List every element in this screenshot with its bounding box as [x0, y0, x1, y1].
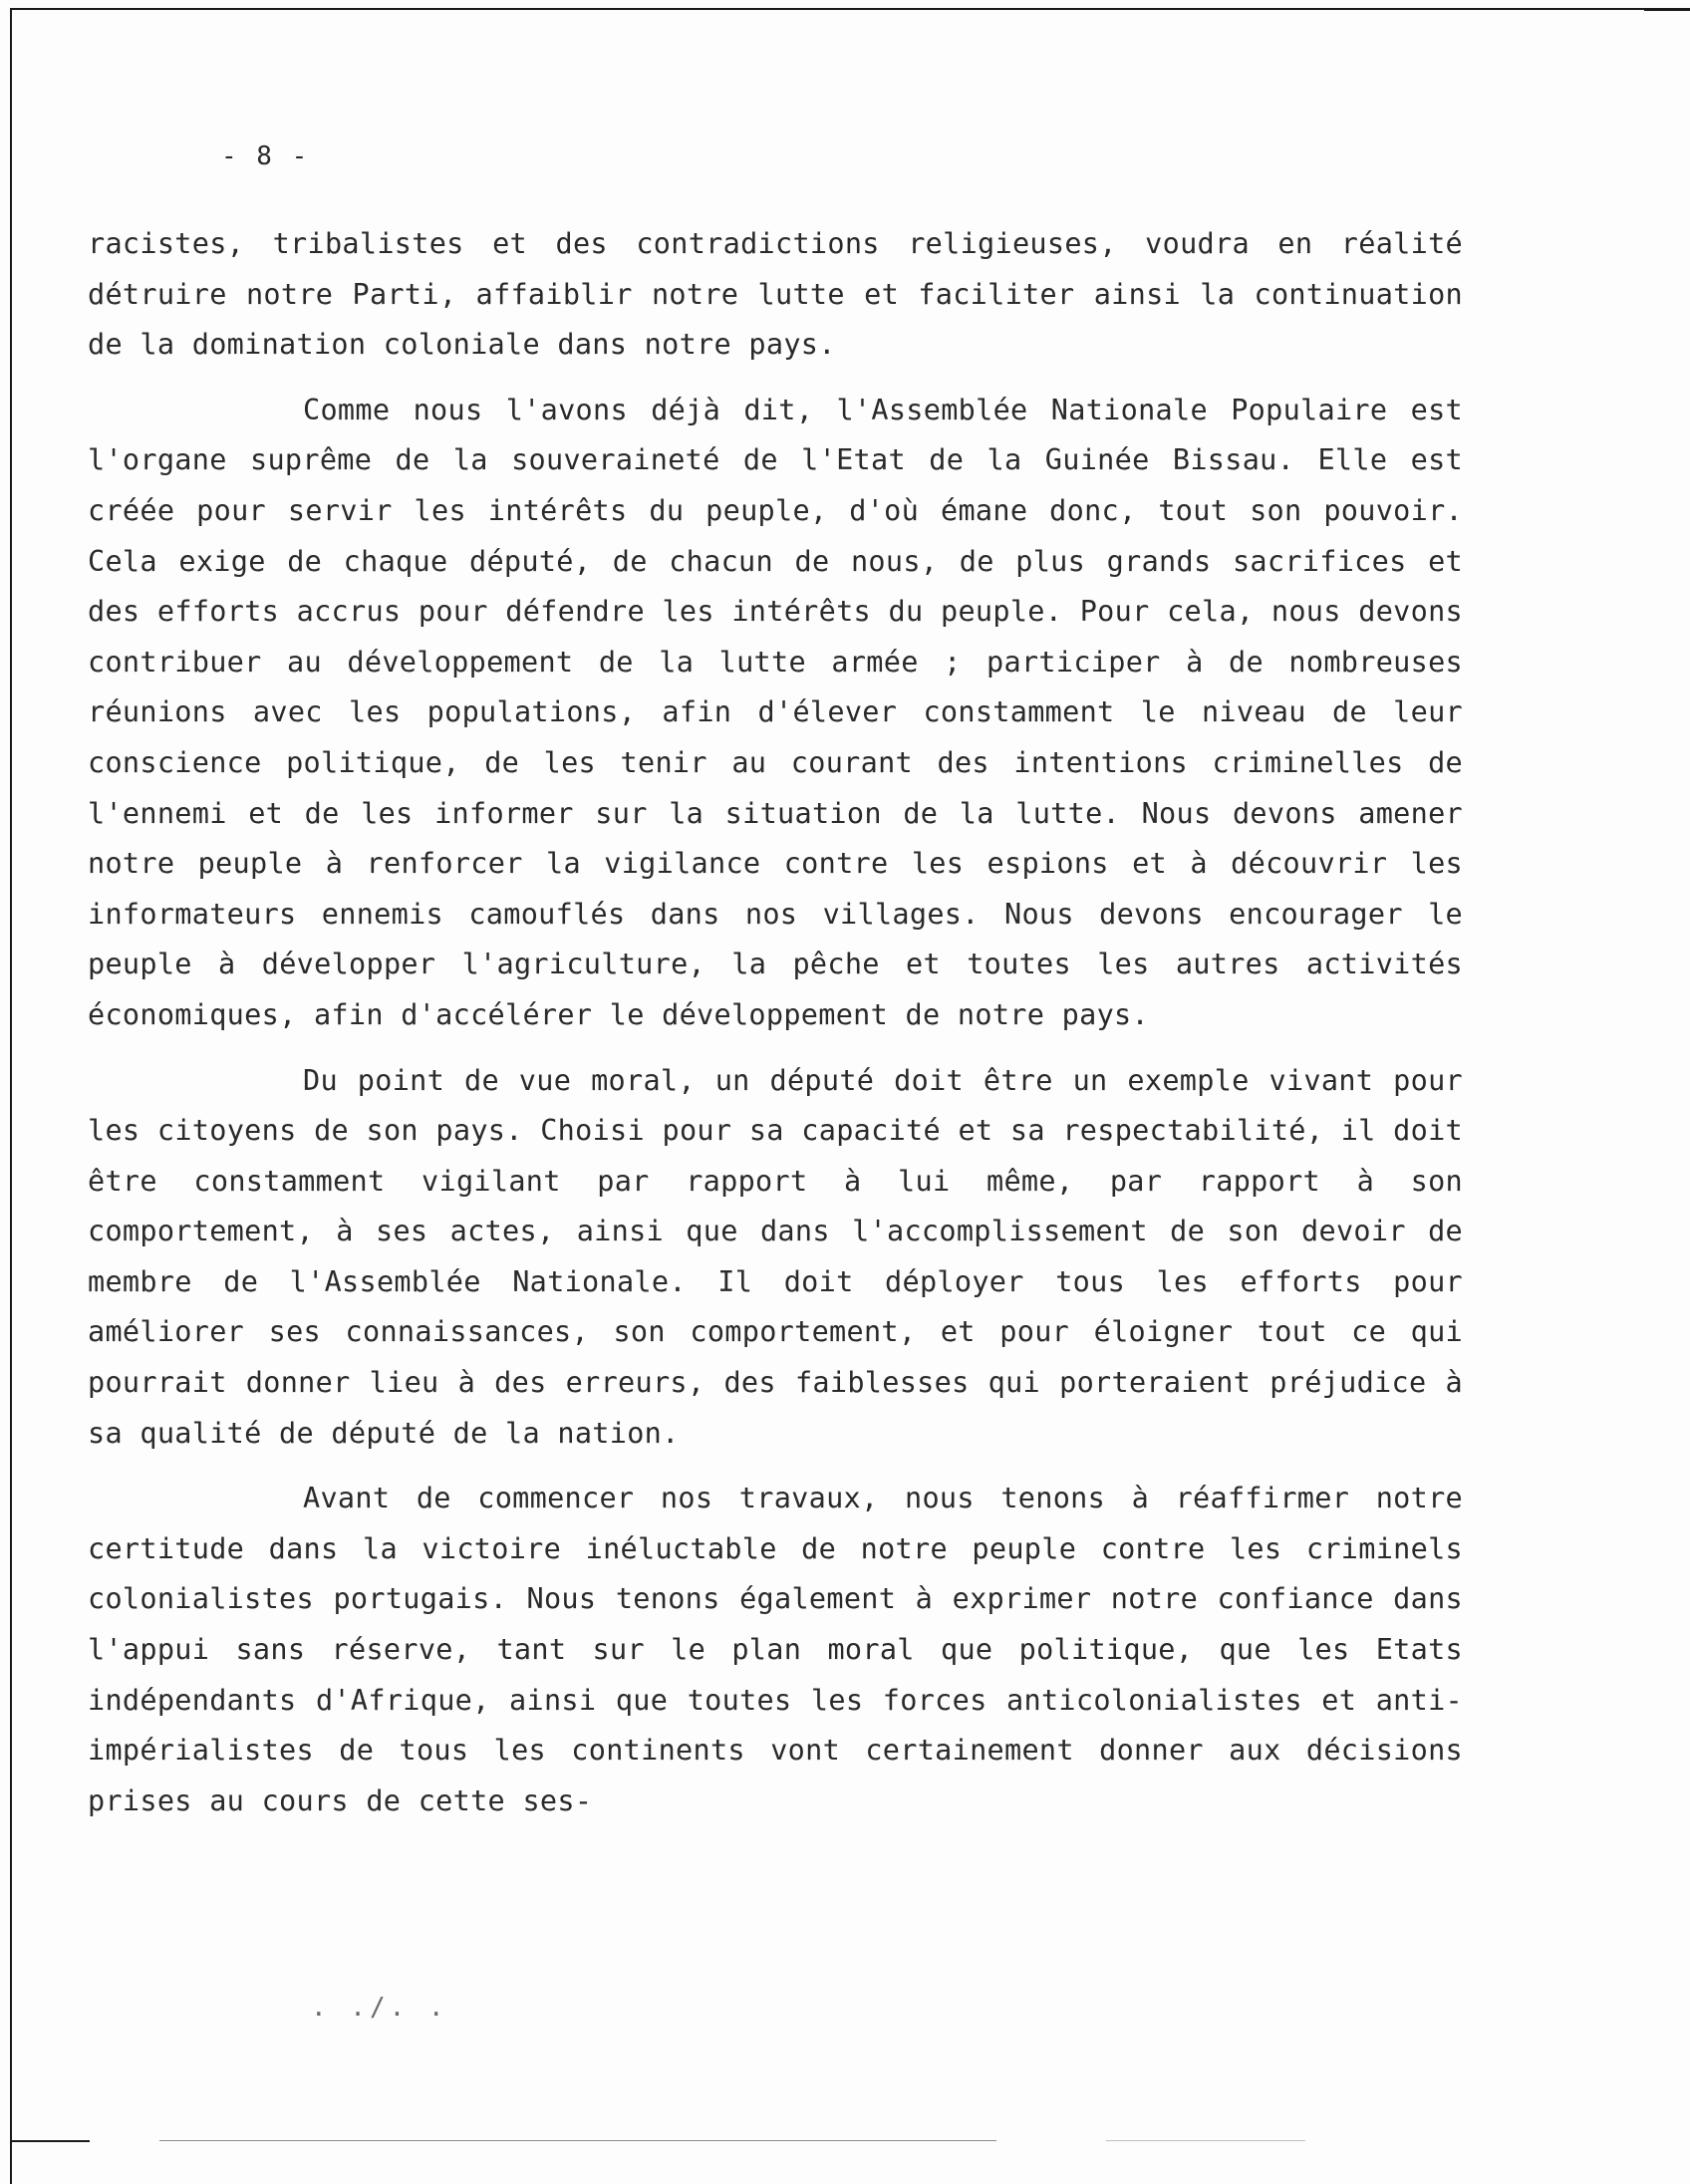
scan-top-edge [10, 8, 1644, 10]
scan-top-right-edge [1644, 8, 1690, 11]
page-number: - 8 - [221, 141, 310, 171]
scan-bottom-left-edge [10, 2140, 90, 2142]
paragraph-moral-duty: Du point de vue moral, un député doit être un exemple vivant pour les citoyens de son pays. Choisi pour sa capacité et sa respectabilité, il doit être constamment vigilant par rapport à lui même, par rapport à son comportement, à ses actes, ainsi que dans l'accomplissement de son devoir de membre de l'Assemblée Nationale. Il doit déployer tous les efforts pour améliorer ses connaissances, son comportement, et pour éloigner tout ce qui pourrait donner lieu à des erreurs, des faiblesses qui porteraient préjudice à sa qualité de député de la nation. [88, 1063, 1463, 1450]
paragraph-continued: racistes, tribalistes et des contradictions religieuses, voudra en réalité détruire notre Parti, affaiblir notre lutte et faciliter ainsi la continuation de la domination coloniale dans notre pays. [88, 227, 1463, 362]
continuation-mark: . ./. . [311, 1993, 448, 2023]
paragraph-victory-certitude: Avant de commencer nos travaux, nous tenons à réaffirmer notre certitude dans la victoire inéluctable de notre peuple contre les criminels colonialistes portugais. Nous tenons également à exprimer notre confiance dans l'appui sans réserve, tant sur le plan moral que politique, que les Etats indépendants d'Afrique, ainsi que toutes les forces anticolonialistes et anti-impérialistes de tous les continents vont certainement donner aux décisions prises au cours de cette ses- [88, 1482, 1463, 1817]
scan-left-edge [10, 8, 12, 2184]
scan-bottom-line [159, 2140, 996, 2141]
scan-bottom-line-right [1106, 2140, 1305, 2141]
paragraph-assembly-role: Comme nous l'avons déjà dit, l'Assemblée Nationale Populaire est l'organe suprême de la souveraineté de l'Etat de la Guinée Bissau. Elle est créée pour servir les intérêts du peuple, d'où émane donc, tout son pouvoir. Cela exige de chaque député, de chacun de nous, de plus grands sacrifices et des efforts accrus pour défendre les intérêts du peuple. Pour cela, nous devons contribuer au développement de la lutte armée ; participer à de nombreuses réunions avec les populations, afin d'élever constamment le niveau de leur conscience politique, de les tenir au courant des intentions criminelles de l'ennemi et de les informer sur la situation de la lutte. Nous devons amener notre peuple à renforcer la vigilance contre les espions et à découvrir les informateurs ennemis camouflés dans nos villages. Nous devons encourager le peuple à développer l'agriculture, la pêche et toutes les autres activités économiques, afin d'accélérer le développement de notre pays. [88, 393, 1463, 1031]
body-text [88, 219, 1463, 1841]
